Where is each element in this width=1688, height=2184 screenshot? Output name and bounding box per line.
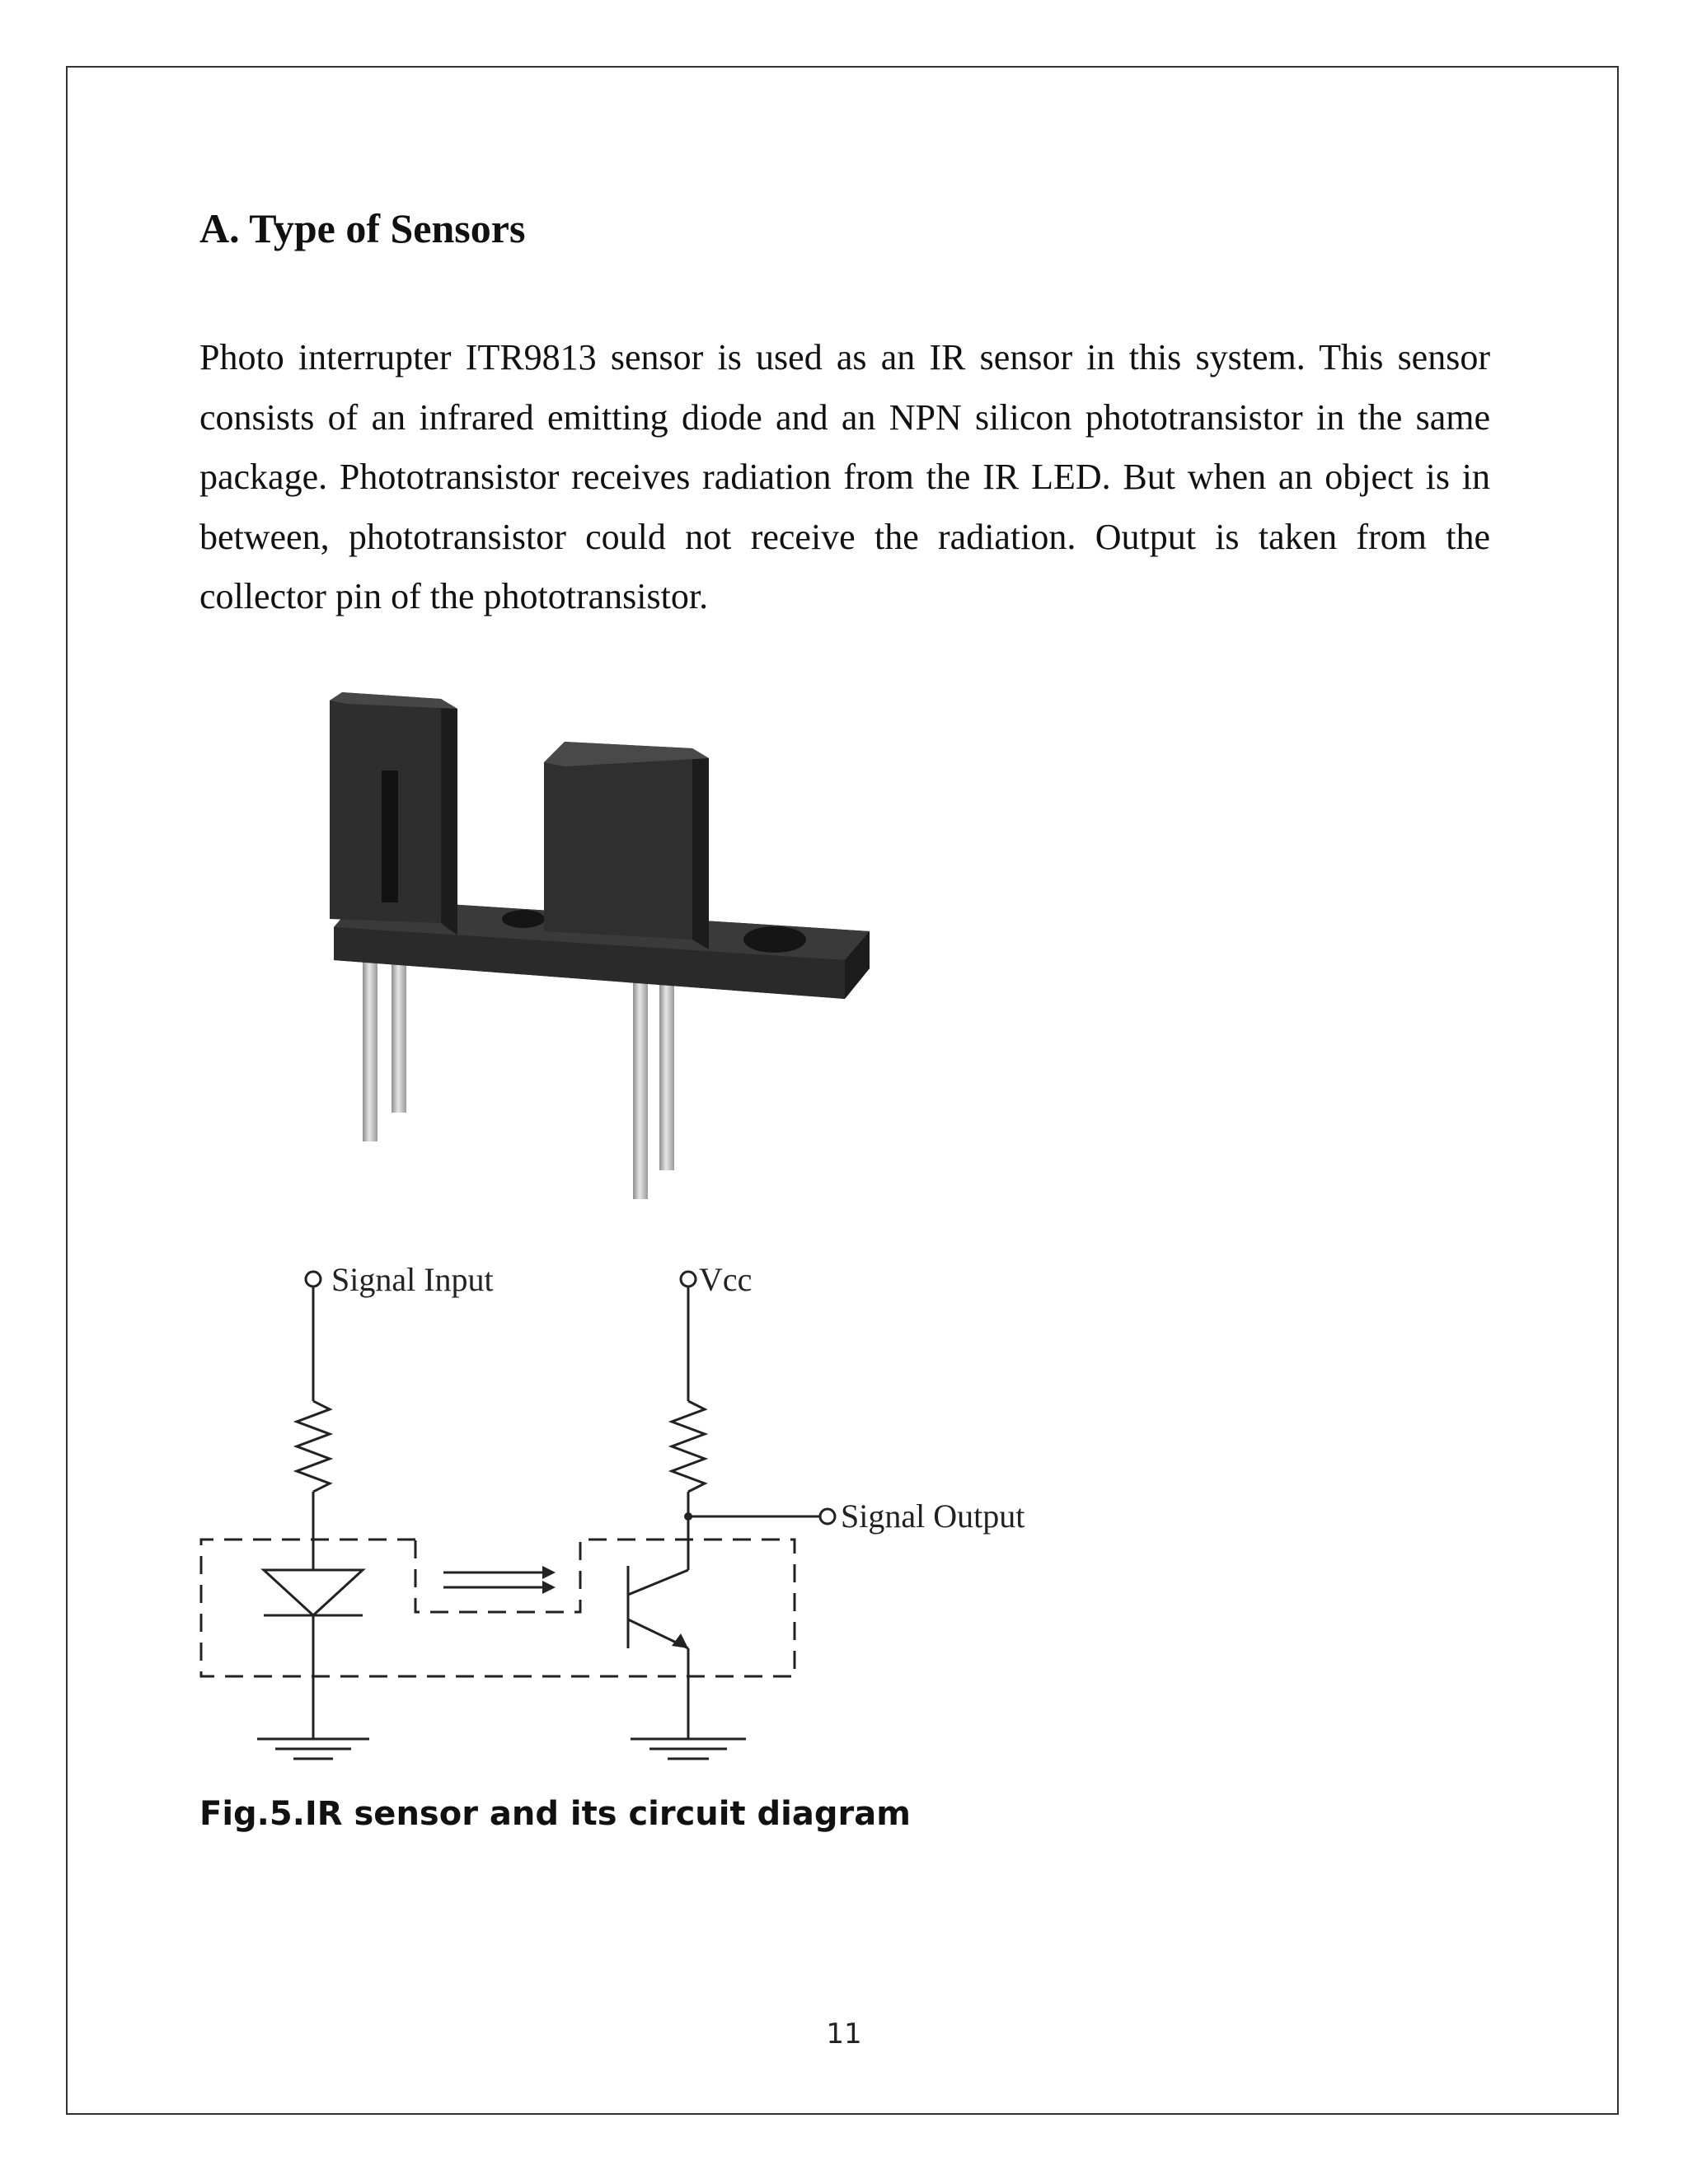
signal-output-terminal <box>820 1509 835 1524</box>
junction-dot <box>684 1512 692 1521</box>
figure-caption: Fig.5.IR sensor and its circuit diagram <box>199 1795 911 1833</box>
section-heading: A. Type of Sensors <box>199 205 526 251</box>
input-resistor <box>297 1401 330 1492</box>
vcc-label: Vcc <box>699 1261 753 1298</box>
body-paragraph: Photo interrupter ITR9813 sensor is used as an IR sensor in this system. This sensor consists of an infrared emitting diode and an NPN silicon phototransistor in the same package. Phototransistor receives radiation from the IR LED. But when an object is in between, phototransistor could not receive the radiation. Output is taken from the collector pin of the phototransistor. <box>199 337 1490 616</box>
sensor-body <box>330 692 870 999</box>
ir-sensor-circuit-diagram <box>198 1244 1113 1772</box>
ir-radiation-arrows <box>443 1572 542 1587</box>
ir-sensor-photo <box>317 692 878 1203</box>
ir-led-diode <box>264 1570 363 1615</box>
ground-symbol-left <box>257 1739 369 1759</box>
page-number: 11 <box>826 2018 862 2050</box>
vcc-terminal <box>681 1272 696 1286</box>
emitter-package-outline <box>201 1540 795 1676</box>
signal-output-label: Signal Output <box>841 1497 1025 1535</box>
ground-symbol-right <box>631 1739 746 1759</box>
signal-input-terminal <box>306 1272 321 1286</box>
arrow-head-upper <box>542 1566 556 1579</box>
signal-input-label: Signal Input <box>331 1261 494 1298</box>
collector-resistor <box>672 1401 705 1492</box>
arrow-head-lower <box>542 1581 556 1594</box>
